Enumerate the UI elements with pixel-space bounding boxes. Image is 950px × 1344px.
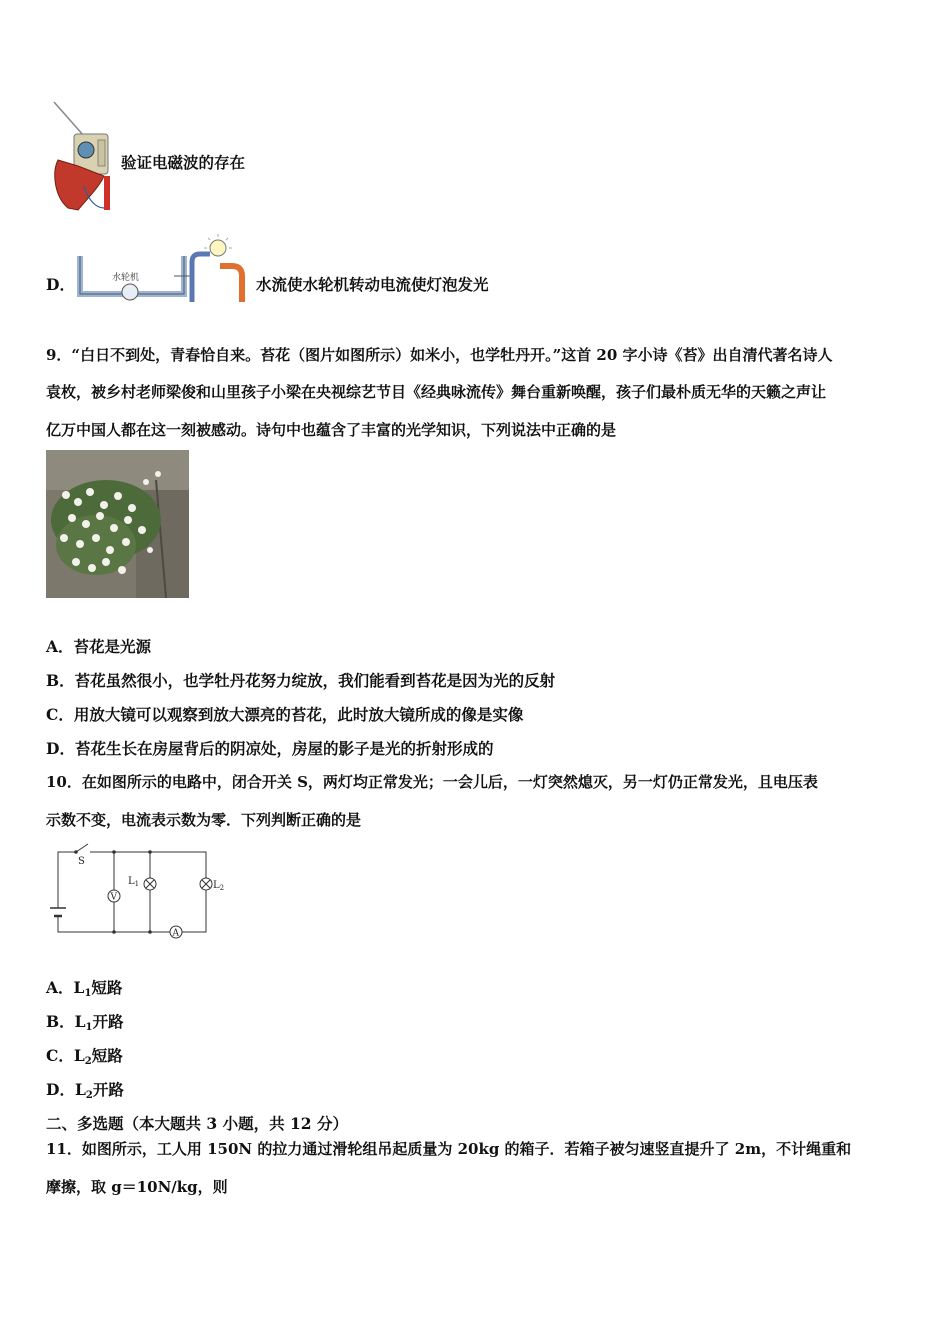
q9-line-1: 9．“白日不到处，青春恰自来。苔花（图片如图所示）如米小，也学牡丹开。”这首 20 字小诗《苔》出自清代著名诗人 — [46, 346, 833, 364]
radio-hand-figure — [48, 100, 120, 215]
q10-line-1: 10．在如图所示的电路中，闭合开关 S，两灯均正常发光；一会儿后，一灯突然熄灭，另一灯仍正常发光，且电压表 — [46, 773, 818, 791]
q9-line-3: 亿万中国人都在这一刻被感动。诗句中也蕴含了丰富的光学知识，下列说法中正确的是 — [46, 421, 617, 439]
moss-flower-photo — [46, 450, 189, 598]
lamp2-sub: 2 — [219, 884, 225, 892]
q10-option-c: C．$L_2$短路 — [46, 1046, 123, 1067]
q9-option-a: A．苔花是光源 — [46, 637, 152, 656]
lamp1-sub: 1 — [134, 880, 140, 888]
q10-option-d: D．$L_2$开路 — [46, 1080, 124, 1101]
radio-hand-icon — [48, 100, 120, 215]
lamp2-label: L — [213, 880, 220, 891]
q11-line-1: 11．如图所示，工人用 150N 的拉力通过滑轮组吊起质量为 20kg 的箱子．若箱子被匀速竖直提升了 2m，不计绳重和 — [46, 1140, 852, 1158]
q11-line-2: 摩擦，取 g＝10N/kg，则 — [46, 1178, 228, 1196]
water-turbine-figure — [70, 232, 252, 304]
q9-option-d: D．苔花生长在房屋背后的阴凉处，房屋的影子是光的折射形成的 — [46, 739, 494, 758]
svg-text:L1 — [128, 876, 139, 888]
circuit-diagram — [46, 842, 236, 942]
svg-text:L2 — [213, 880, 224, 892]
lamp1-label: L — [128, 876, 135, 887]
turbine-label: 水轮机 — [112, 273, 140, 283]
section-2-heading: 二、多选题（本大题共 3 小题，共 12 分） — [46, 1114, 348, 1133]
q9-option-b: B．苔花虽然很小，也学牡丹花努力绽放，我们能看到苔花是因为光的反射 — [46, 671, 556, 690]
q10-option-a: A．$L_1$短路 — [46, 978, 123, 999]
ammeter-label: A — [172, 928, 179, 939]
q9-option-c: C．用放大镜可以观察到放大漂亮的苔花，此时放大镜所成的像是实像 — [46, 705, 524, 724]
option-d-letter: D． — [46, 275, 75, 294]
top-option-text: 验证电磁波的存在 — [121, 153, 246, 172]
q10-line-2: 示数不变，电流表示数为零．下列判断正确的是 — [46, 811, 362, 829]
option-d-text: 水流使水轮机转动电流使灯泡发光 — [256, 275, 489, 294]
voltmeter-label: V — [110, 892, 117, 903]
q10-option-b: B．$L_1$开路 — [46, 1012, 124, 1033]
switch-label: S — [78, 856, 85, 867]
q9-line-2: 袁枚，被乡村老师梁俊和山里孩子小梁在央视综艺节目《经典咏流传》舞台重新唤醒，孩子们最朴质无华的天籁之声让 — [46, 383, 827, 401]
